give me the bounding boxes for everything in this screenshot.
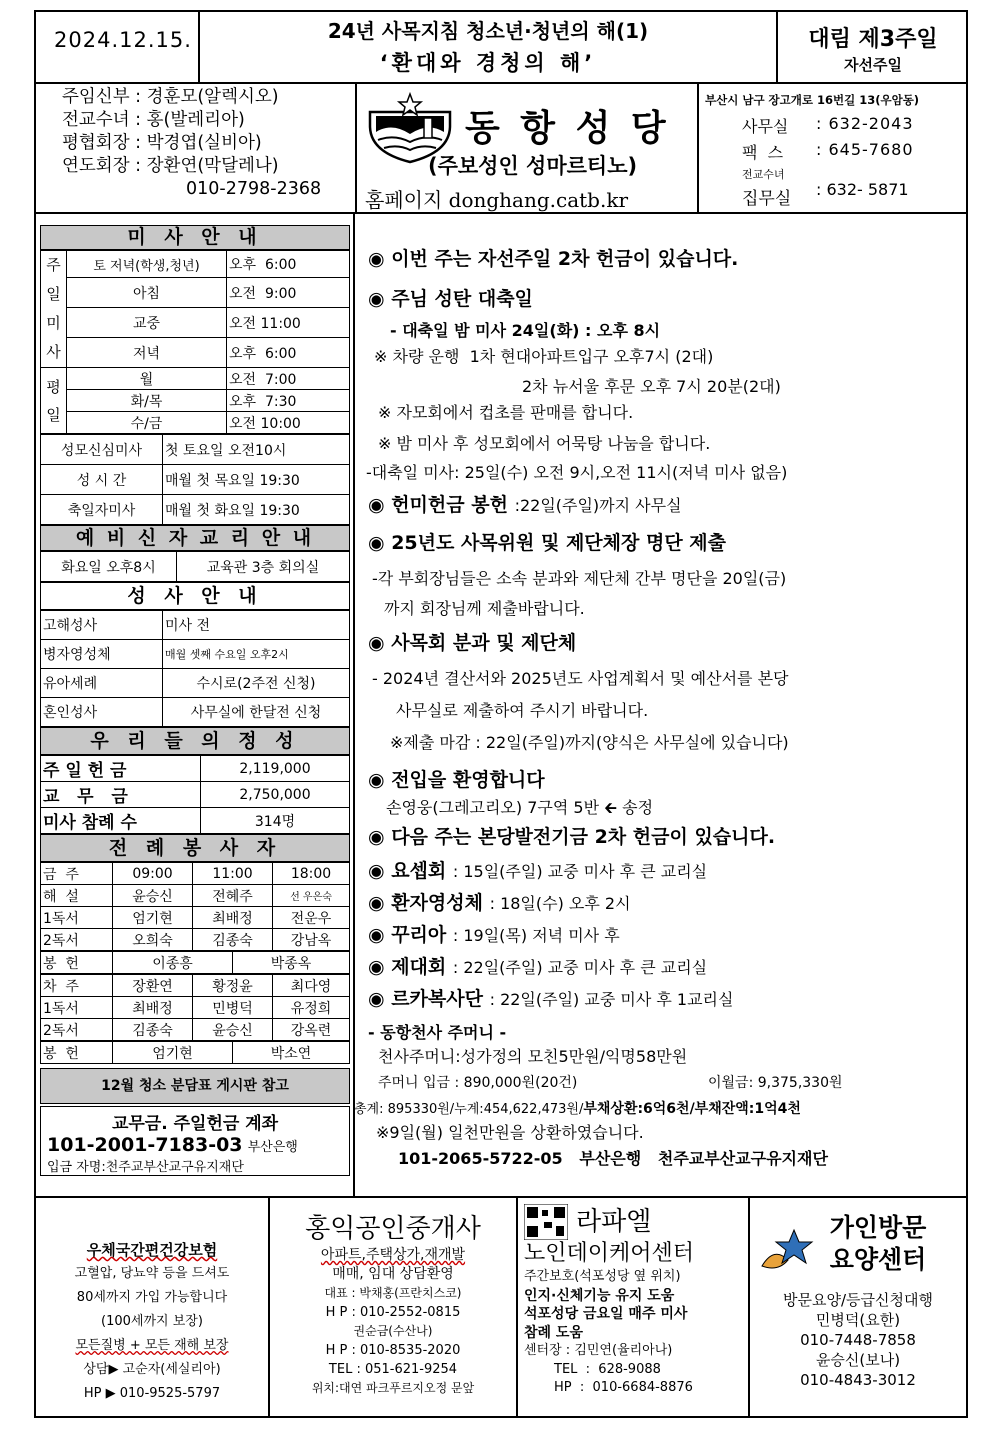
care-logo-icon: [758, 1226, 814, 1278]
sacrament-info: 매월 셋째 수요일 오후2시: [163, 640, 350, 669]
sunday-mass-time: 오전 9:00: [227, 278, 350, 308]
bulletin-date: 2024.12.15.: [54, 28, 192, 52]
sacrament-name: 병자영성체: [41, 640, 163, 669]
meeting-sick-communion-title: ◉ 환자영성체: [368, 892, 483, 914]
ad-insurance-line: 모든질병 + 모든 재해 보장: [75, 1338, 229, 1353]
sunday-mass-time: 오전 11:00: [227, 308, 350, 338]
server-role: 2독서: [41, 929, 113, 951]
meeting-servers-title: ◉ 르카복사단: [368, 988, 483, 1010]
pastoral-theme: 24년 사목지침 청소년·청년의 해(1): [327, 19, 649, 43]
notice-next-collection: ◉ 다음 주는 본당발전기금 2차 헌금이 있습니다.: [368, 826, 776, 848]
meeting-servers: [368, 984, 733, 1011]
notice-committee-1: -각 부회장님들은 소속 분과와 제단체 간부 명단을 20일(금): [372, 569, 787, 588]
meeting-altar-detail: : 22일(주일) 교중 미사 후 큰 교리실: [452, 958, 708, 977]
ad-realty: [270, 1198, 518, 1416]
meeting-joseph: [368, 856, 707, 883]
staff-divider: [355, 82, 357, 212]
column-divider: [353, 212, 355, 1196]
notice-committee-2: 까지 회장님께 제출바랍니다.: [384, 599, 585, 618]
angel-pouch-title: - 동항천사 주머니 -: [368, 1023, 507, 1042]
liturgical-subweek: 자선주일: [844, 56, 902, 74]
server-name: 엄기현: [113, 907, 193, 929]
ad-insurance-line: 고혈압, 당뇨약 등을 드셔도: [74, 1266, 230, 1281]
notice-pastoral-2: 사무실로 제출하여 주시기 바랍니다.: [396, 701, 649, 720]
server-name: 최배정: [193, 907, 273, 929]
angel-pouch-deposit: 주머니 입금 : 890,000원(20건): [378, 1075, 578, 1091]
servers-week-label: 금 주: [41, 863, 113, 885]
staff-priest: 주임신부 : 경훈모(알렉시오): [62, 87, 279, 107]
ad-homecare-title: 가인방문: [829, 1213, 927, 1242]
ad-insurance-line: (100세까지 보장): [101, 1314, 203, 1329]
servers-time: 18:00: [273, 863, 350, 885]
notice-rice-offering: [368, 490, 682, 517]
fax-label: 팩 스: [742, 143, 784, 162]
cleaning-note: 12월 청소 분담표 게시판 참고: [40, 1068, 350, 1104]
mass-schedule-table: [40, 250, 350, 434]
meeting-joseph-title: ◉ 요셉회: [368, 860, 447, 882]
meeting-joseph-detail: : 15일(주일) 교중 미사 후 큰 교리실: [452, 862, 708, 881]
sunday-mass-time: 오후 6:00: [227, 251, 350, 278]
weekday-mass-name: 화/목: [67, 390, 227, 412]
ad-homecare-service: 방문요양/등급신청대행: [783, 1291, 933, 1309]
qr-code-icon: [524, 1204, 568, 1240]
ad-realty-line: 아파트,주택상가,재개발: [320, 1247, 466, 1263]
servers-title: 전 례 봉 사 자: [40, 834, 350, 862]
sunday-mass-time: 오후 6:00: [227, 338, 350, 368]
sunday-mass-name: 교중: [67, 308, 227, 338]
sacraments-title: 성 사 안 내: [40, 582, 350, 610]
angel-pouch-account: 101-2065-5722-05 부산은행 천주교부산교구유지재단: [398, 1149, 828, 1168]
server-name: 윤승신: [113, 885, 193, 907]
special-mass-time: 첫 토요일 오전10시: [163, 435, 350, 465]
server-name: 강옥련: [273, 1019, 350, 1041]
weekday-mass-time: 오후 7:30: [227, 390, 350, 412]
server-name: 최다영: [273, 975, 350, 997]
meeting-sick-communion: [368, 888, 631, 915]
meeting-curia: [368, 920, 620, 947]
servers-next-table: [40, 974, 350, 1041]
notice-christmas: ◉ 주님 성탄 대축일: [368, 288, 533, 310]
account-title: 교무금. 주일헌금 계좌: [111, 1114, 279, 1134]
notice-shuttle-2: 2차 뉴서울 후문 오후 7시 20분(2대): [522, 377, 781, 396]
staff-phone: 010-2798-2368: [186, 179, 322, 199]
server-name: 엄기현: [113, 1042, 233, 1064]
server-name: 최배정: [113, 997, 193, 1019]
notice-pastoral-3: ※제출 마감 : 22일(주일)까지(양식은 사무실에 있습니다): [390, 733, 789, 752]
weekday-mass-name: 수/금: [67, 412, 227, 434]
server-name: 김종숙: [113, 1019, 193, 1041]
ad-daycare-line: 인지·신체기능 유지 도움: [524, 1287, 675, 1304]
ad-insurance: [36, 1198, 270, 1416]
server-name: 오희숙: [113, 929, 193, 951]
ad-homecare-phone: 010-4843-3012: [800, 1371, 916, 1389]
ad-daycare-tel: TEL : 628-9088: [554, 1361, 661, 1377]
ad-realty-location: 위치:대연 파크푸르지오정 문앞: [311, 1381, 475, 1395]
notice-pastoral-1: - 2024년 결산서와 2025년도 사업계획서 및 예산서를 본당: [372, 669, 789, 688]
server-name: 민병덕: [193, 997, 273, 1019]
notice-area: [354, 238, 963, 1188]
catechumen-title: 예 비 신 자 교 리 안 내: [40, 525, 350, 551]
notice-rice-offering-detail: :22일(주일)까지 사무실: [514, 496, 682, 515]
notice-christmas-night: - 대축일 밤 미사 24일(화) : 오후 8시: [390, 321, 661, 340]
notice-shuttle-1: ※ 차량 운행 1차 현대아파트입구 오후7시 (2대): [374, 347, 714, 366]
special-mass-name: 성 시 간: [41, 465, 163, 495]
weekday-mass-time: 오전 10:00: [227, 412, 350, 434]
catechumen-place: 교육관 3층 회의실: [177, 552, 350, 582]
server-name: 김종숙: [193, 929, 273, 951]
special-mass-time: 매월 첫 화요일 19:30: [163, 495, 350, 525]
ad-daycare-line: 참례 도움: [524, 1324, 583, 1341]
ad-realty-title: 홍익공인중개사: [305, 1214, 481, 1244]
notice-charity-collection: ◉ 이번 주는 자선주일 2차 헌금이 있습니다.: [368, 248, 739, 270]
server-name: 선 우은숙: [273, 885, 350, 907]
weekday-label-2: 일: [46, 405, 61, 424]
angel-pouch-repaid: ※9일(월) 일천만원을 상환하였습니다.: [376, 1123, 644, 1142]
staff-list: [62, 86, 321, 201]
offering-value: 2,119,000: [201, 756, 350, 782]
nun-label-small: 전교수녀: [742, 168, 785, 181]
staff-council: 평협회장 : 박경엽(실비아): [62, 133, 262, 153]
ad-daycare-line: 주간보호(석포성당 옆 위치): [524, 1269, 681, 1284]
ad-homecare-title2: 요양센터: [829, 1245, 927, 1274]
sacrament-info: 미사 전: [163, 611, 350, 640]
catechumen-day: 화요일 오후8시: [41, 552, 177, 582]
parish-patron: (주보성인 성마르티노): [428, 154, 638, 178]
servers-time: 11:00: [193, 863, 273, 885]
sacraments-table: [40, 610, 350, 727]
notice-welcome: ◉ 전입을 환영합니다: [368, 769, 545, 791]
offering-value: 314명: [201, 808, 350, 834]
mass-schedule-title: 미 사 안 내: [40, 225, 350, 250]
angel-debt-status: 부채상환:6억6천/부채잔액:1억4천: [583, 1101, 801, 1117]
meeting-sick-communion-detail: : 18일(수) 오후 2시: [489, 894, 631, 913]
ad-homecare-contact: 윤승신(보나): [815, 1351, 901, 1369]
fax-number: : 645-7680: [816, 140, 914, 159]
ad-daycare-name: 노인데이케어센터: [524, 1241, 695, 1266]
ad-daycare-hp: HP : 010-6684-8876: [554, 1380, 693, 1395]
notice-welcome-name: 손영웅(그레고리오) 7구역 5반 🡰 송정: [386, 798, 654, 817]
notice-rice-offering-title: ◉ 헌미헌금 봉헌: [368, 494, 508, 516]
ad-realty-tel: TEL : 051-621-9254: [328, 1362, 458, 1377]
servers-table: [40, 862, 350, 951]
meeting-curia-detail: : 19일(목) 저녁 미사 후: [452, 926, 620, 945]
parish-address: 부산시 남구 장고개로 16번길 13(우암동): [705, 93, 920, 107]
staff-nun: 전교수녀 : 홍(발레리아): [62, 110, 245, 130]
special-mass-time: 매월 첫 목요일 19:30: [163, 465, 350, 495]
sunday-label-4: 사: [46, 343, 61, 361]
office-phone: : 632-2043: [816, 114, 914, 133]
notice-fishcake: ※ 밤 미사 후 성모회에서 어묵탕 나눔을 합니다.: [378, 434, 711, 453]
sacrament-name: 혼인성사: [41, 698, 163, 727]
nun-office-phone: : 632- 5871: [816, 180, 909, 199]
server-name: 이종흥: [113, 952, 233, 974]
sunday-mass-name: 저녁: [67, 338, 227, 368]
server-role: 1독서: [41, 907, 113, 929]
notice-candles: ※ 자모회에서 컵초를 판매를 합니다.: [378, 403, 634, 422]
account-bank: 부산은행: [247, 1140, 298, 1155]
office-label: 사무실: [742, 117, 789, 136]
meeting-altar: [368, 952, 707, 979]
weekday-mass-name: 월: [67, 368, 227, 390]
ad-realty-agent: 권순금(수산나): [353, 1324, 433, 1338]
ad-insurance-contact: 상담▶ 고순자(세실리아): [83, 1362, 221, 1377]
server-name: 황정윤: [193, 975, 273, 997]
parish-homepage[interactable]: 홈페이지 donghang.catb.kr: [365, 188, 629, 212]
angel-pouch-total: [354, 1098, 801, 1118]
ad-homecare-contact: 민병덕(요한): [815, 1311, 901, 1329]
meeting-servers-detail: : 22일(주일) 교중 미사 후 1교리실: [489, 990, 734, 1009]
pastoral-motto: ‘환대와 경청의 해’: [379, 51, 597, 75]
offering-value: 2,750,000: [201, 782, 350, 808]
ad-insurance-line: 80세까지 가입 가능합니다: [76, 1290, 228, 1305]
server-role: 해 설: [41, 885, 113, 907]
offering-name: 주 일 헌 금: [41, 756, 201, 782]
account-line: [47, 1134, 343, 1156]
offering-name: 교 무 금: [41, 782, 201, 808]
sacrament-info: 사무실에 한달전 신청: [163, 698, 350, 727]
server-role: 2독서: [41, 1019, 113, 1041]
ad-insurance-phone: HP ▶ 010-9525-5797: [83, 1386, 221, 1401]
staff-yeondo: 연도회장 : 장환연(막달레나): [62, 156, 279, 176]
sacrament-name: 고해성사: [41, 611, 163, 640]
server-name: 윤승신: [193, 1019, 273, 1041]
server-name: 박종옥: [233, 952, 350, 974]
left-column: [40, 225, 350, 1176]
special-mass-name: 축일자미사: [41, 495, 163, 525]
liturgical-week: 대림 제3주일: [808, 27, 938, 52]
notice-pastoral: ◉ 사목회 분과 및 제단체: [368, 632, 577, 654]
server-name: 박소연: [233, 1042, 350, 1064]
offering-name: 미사 참례 수: [41, 808, 201, 834]
ad-homecare: [750, 1198, 966, 1416]
notice-committee: ◉ 25년도 사목위원 및 제단체장 명단 제출: [368, 532, 727, 554]
sunday-mass-name: 토 저녁(학생,청년): [67, 251, 227, 278]
parish-name: 동 항 성 당: [465, 108, 670, 149]
meeting-altar-title: ◉ 제대회: [368, 956, 447, 978]
contact-divider: [697, 82, 699, 212]
nun-office-label: 집무실: [742, 189, 792, 209]
ad-daycare: [518, 1198, 750, 1416]
server-name: 전혜주: [193, 885, 273, 907]
ad-insurance-title: 우체국간편건강보험: [86, 1241, 218, 1259]
server-name: 장환연: [113, 975, 193, 997]
ad-realty-rep: 대표 : 박채홍(프란치스코): [324, 1286, 462, 1300]
offering-title: 우 리 들 의 정 성: [40, 727, 350, 755]
server-name: 전운우: [273, 907, 350, 929]
header-divider: [34, 82, 968, 84]
server-name: 유정희: [273, 997, 350, 1019]
special-mass-table: [40, 434, 350, 525]
ad-realty-line: 매매, 임대 상담환영: [332, 1266, 454, 1282]
weekday-mass-time: 오전 7:00: [227, 368, 350, 390]
sunday-mass-name: 아침: [67, 278, 227, 308]
ad-realty-phone: H P : 010-2552-0815: [325, 1305, 461, 1320]
ad-daycare-line: 석포성당 금요일 매주 미사: [524, 1306, 688, 1322]
servers-offer-table: [40, 951, 350, 974]
server-role: 1독서: [41, 997, 113, 1019]
sunday-label-3: 미: [46, 314, 61, 332]
account-number: 101-2001-7183-03: [47, 1134, 243, 1156]
server-role: 봉 헌: [41, 952, 113, 974]
ad-daycare-header: [524, 1204, 748, 1240]
angel-pouch-carryover: 이월금: 9,375,330원: [708, 1075, 843, 1091]
ad-homecare-phone: 010-7448-7858: [800, 1331, 916, 1349]
ad-daycare-director: 센터장 : 김민연(율리아나): [524, 1343, 673, 1358]
notice-christmas-day: -대축일 미사: 25일(수) 오전 9시,오전 11시(저녁 미사 없음): [366, 463, 788, 482]
server-role: 차 주: [41, 975, 113, 997]
meeting-curia-title: ◉ 꾸리아: [368, 924, 447, 946]
offering-table: [40, 755, 350, 834]
special-mass-name: 성모신심미사: [41, 435, 163, 465]
catechumen-table: [40, 551, 350, 582]
sacrament-name: 유아세례: [41, 669, 163, 698]
ad-daycare-title: 라파엘: [576, 1206, 652, 1237]
ad-realty-phone: H P : 010-8535-2020: [325, 1343, 461, 1358]
account-box: [40, 1106, 350, 1176]
servers-offer-table-2: [40, 1041, 350, 1064]
server-role: 봉 헌: [41, 1042, 113, 1064]
angel-total-amount: 총계: 895330원/누계:454,622,473원/: [354, 1102, 584, 1117]
servers-time: 09:00: [113, 863, 193, 885]
server-name: 강남옥: [273, 929, 350, 951]
sacrament-info: 수시로(2주전 신청): [163, 669, 350, 698]
sunday-label-2: 일: [46, 285, 61, 303]
angel-pouch-donors: 천사주머니:성가정의 모친5만원/익명58만원: [378, 1047, 688, 1066]
weekday-label-1: 평: [46, 377, 61, 396]
account-holder: 입금 자명:천주교부산교구유지재단: [47, 1160, 244, 1175]
sunday-label-1: 주: [46, 256, 61, 274]
